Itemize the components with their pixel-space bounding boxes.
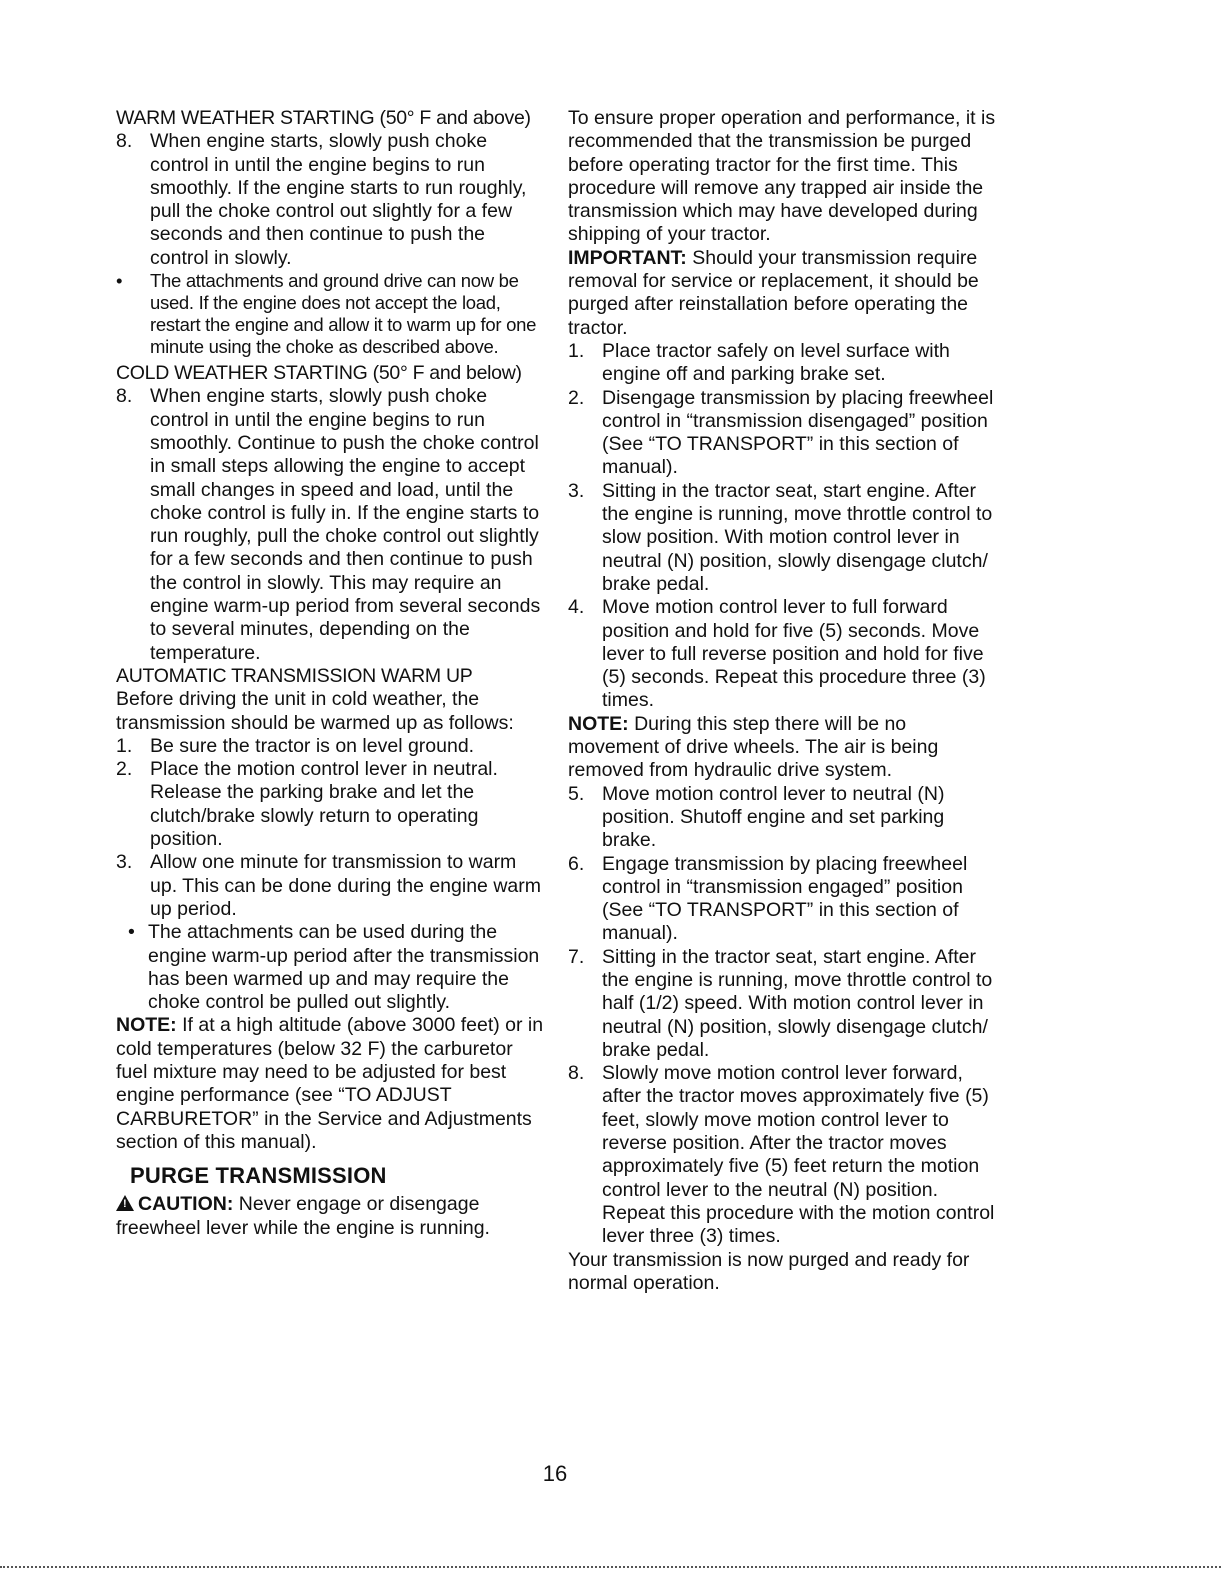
warm-weather-heading: WARM WEATHER STARTING (50° F and above) [116, 107, 531, 129]
step-number: 4. [568, 596, 585, 619]
important-label: IMPORTANT: [568, 246, 687, 269]
auto-steps-list [116, 735, 548, 1015]
step-text: When engine starts, slowly push choke control in until the engine begins to run smoothly. Continue to push the choke control in small steps allowing the engine to accept small changes in speed and load, until the choke control is fully in. If the engine starts to run roughly, pull the choke control out slightly for a few seconds and then continue to push the control in slowly. This may require an engine warm-up period from several seconds to several minutes, depending on the temperature. [150, 385, 541, 664]
bullet-mark: • [128, 921, 135, 944]
step-number: 2. [568, 386, 585, 409]
note-text: During this step there will be no movement of drive wheels. The air is being removed from hydraulic drive system. [568, 712, 939, 782]
step-text: Move motion control lever to full forward position and hold for five (5) seconds. Move lever to full reverse position and hold for five (5) seconds. Repeat this procedure three (3) times. [602, 596, 986, 712]
step-number: 8. [116, 385, 133, 408]
step-text: Disengage transmission by placing freewheel control in “transmission disengaged” position (See “TO TRANSPORT” in this section of manual). [602, 386, 994, 479]
important-paragraph [568, 247, 998, 340]
list-item [116, 758, 548, 851]
page-number: 16 [542, 1461, 568, 1486]
caution-triangle-icon [116, 1195, 134, 1211]
step-text: When engine starts, slowly push choke control in until the engine begins to run smoothly. If the engine starts to run roughly, pull the choke control out slightly for a few seconds and then continue to push the control in slowly. [150, 130, 527, 269]
bullet-mark: • [116, 270, 123, 292]
purge-steps-list-b [568, 783, 998, 1249]
list-item [568, 387, 998, 480]
step-number: 1. [568, 339, 585, 362]
list-item [568, 853, 998, 946]
caution-paragraph [116, 1193, 548, 1240]
note-paragraph [568, 713, 998, 783]
list-item [116, 735, 548, 758]
step-number: 1. [116, 734, 133, 757]
purge-transmission-heading: PURGE TRANSMISSION [130, 1163, 387, 1189]
purge-intro: To ensure proper operation and performance, it is recommended that the transmission be purged before operating tractor for the first time. This procedure will remove any trapped air inside the transmission which may have developed during shipping of your tractor. [568, 107, 996, 246]
list-item [568, 783, 998, 853]
step-number: 2. [116, 758, 133, 781]
step-text: Place tractor safely on level surface with engine off and parking brake set. [602, 339, 950, 386]
list-item [568, 340, 998, 387]
step-number: 8. [568, 1062, 585, 1085]
note-label: NOTE: [116, 1014, 177, 1037]
cold-weather-heading: COLD WEATHER STARTING (50° F and below) [116, 362, 522, 385]
step-text: The attachments can be used during the engine warm-up period after the transmission has been warmed up and may require the choke control be pulled out slightly. [148, 921, 540, 1014]
step-text: Place the motion control lever in neutral. Release the parking brake and let the clutch/brake slowly return to operating position. [150, 758, 498, 851]
auto-transmission-heading: AUTOMATIC TRANSMISSION WARM UP [116, 664, 473, 687]
list-item [116, 851, 548, 921]
step-text: Slowly move motion control lever forward, after the tractor moves approximately five (5) feet, slowly move motion control lever to reverse position. After the tractor moves approximately five (5) feet return the motion control lever to the neutral (N) position. Repeat this procedure with the motion control lever three (3) times. [602, 1062, 995, 1248]
step-text: Be sure the tractor is on level ground. [150, 734, 475, 757]
warm-bullet [116, 270, 548, 358]
bullet-text: The attachments and ground drive can now be used. If the engine does not accept the load, restart the engine and allow it to warm up for one minute using the choke as described above. [150, 270, 537, 358]
list-item [116, 921, 548, 1014]
step-number: 3. [568, 479, 585, 502]
step-text: Move motion control lever to neutral (N) position. Shutoff engine and set parking brake. [602, 782, 945, 852]
list-item [568, 596, 998, 712]
list-item [568, 1062, 998, 1248]
step-number: 3. [116, 851, 133, 874]
caution-label: CAUTION: [138, 1193, 234, 1216]
step-text: Engage transmission by placing freewheel control in “transmission engaged” position (See “TO TRANSPORT” in this section of manual). [602, 852, 968, 945]
right-column [568, 107, 998, 1295]
bottom-dotted-rule [0, 1566, 1221, 1568]
warm-step-8 [116, 130, 548, 270]
step-text: Allow one minute for transmission to warm up. This can be done during the engine warm up period. [150, 851, 541, 920]
purge-steps-list-a [568, 340, 998, 713]
important-text: Should your transmission require removal for service or replacement, it should be purged after reinstallation before operating the tractor. [568, 246, 979, 339]
step-number: 6. [568, 852, 585, 875]
note-paragraph [116, 1014, 548, 1154]
step-number: 8. [116, 130, 133, 153]
step-number: 7. [568, 945, 585, 968]
list-item [568, 480, 998, 596]
list-item [568, 946, 998, 1062]
note-label: NOTE: [568, 712, 629, 735]
step-number: 5. [568, 782, 585, 805]
cold-step-8 [116, 385, 548, 665]
note-text: If at a high altitude (above 3000 feet) or in cold temperatures (below 32 F) the carburetor fuel mixture may need to be adjusted for best engine performance (see “TO ADJUST CARBURETOR” in the Service and Adjustments section of this manual). [116, 1014, 544, 1153]
closing-paragraph: Your transmission is now purged and ready for normal operation. [568, 1248, 970, 1294]
caution-text: Never engage or disengage freewheel lever while the engine is running. [116, 1193, 490, 1239]
auto-intro: Before driving the unit in cold weather, the transmission should be warmed up as follows: [116, 688, 514, 734]
step-text: Sitting in the tractor seat, start engine. After the engine is running, move throttle control to half (1/2) speed. With motion control lever in neutral (N) position, slowly disengage clutch/ brake pedal. [602, 945, 993, 1061]
step-text: Sitting in the tractor seat, start engine. After the engine is running, move throttle control to slow position. With motion control lever in neutral (N) position, slowly disengage clutch/ brake pedal. [602, 479, 993, 595]
left-column [116, 107, 548, 1240]
